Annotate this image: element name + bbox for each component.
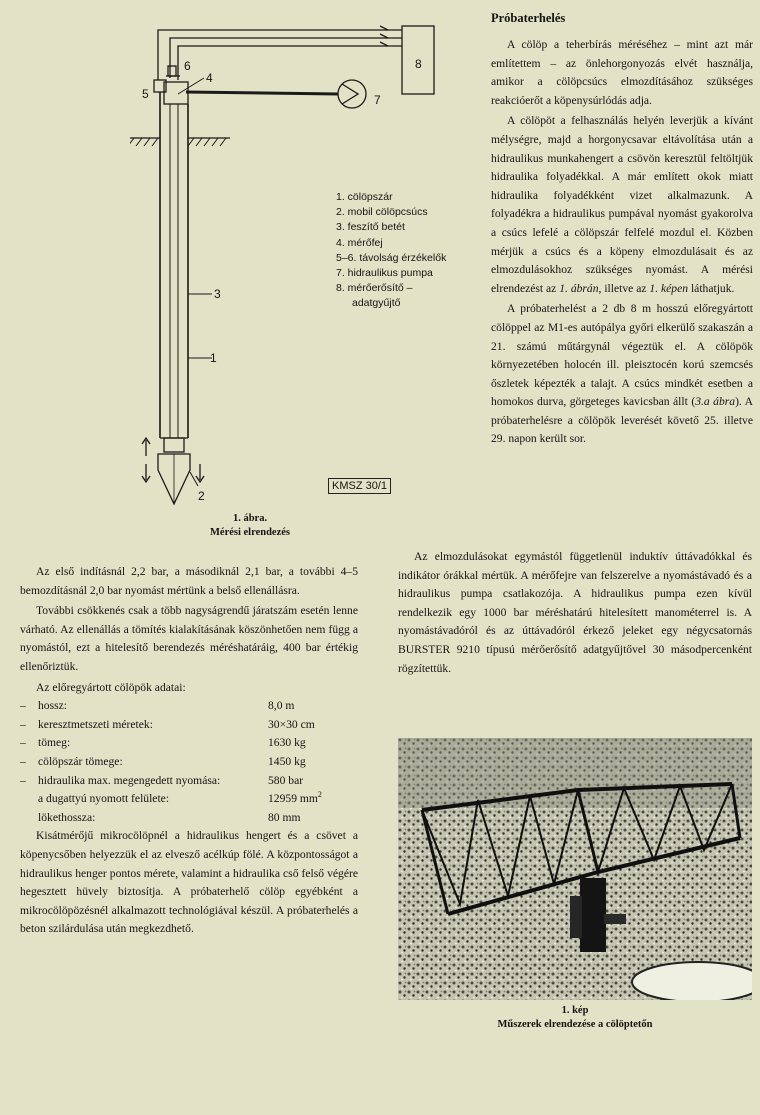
spec-value-with-unit [268,790,322,809]
spec-dash: – [20,773,26,787]
legend-item: 4. mérőfej [336,236,383,249]
section-heading: Próbaterhelés [491,11,566,25]
right-paragraph-2 [491,112,753,298]
legend-item: 8. mérőerősítő – [336,282,413,295]
left-paragraph-1: Az első indításnál 2,2 bar, a másodiknál 2,1 bar, a további 4–5 bemozdításnál 2,0 bar nyomást mértünk a belső ellenállásra. [20,565,358,597]
spec-value: 580 bar [268,773,304,787]
p3-ref: 3.a ábra [695,395,736,409]
spec-label: hossz: [38,699,67,713]
right-paragraph-3 [491,300,753,449]
spec-dash: – [20,736,26,750]
fig-label-1: 1 [210,351,217,365]
fig-label-7: 7 [374,93,381,107]
spec-row [20,753,358,772]
p3-text-a: A próbaterhelést a 2 db 8 m hosszú előregyártott cölöppel az M1-es autópálya győri elkerülő szakaszán a 21. számú műtárgynál végeztük el. A cölöpök környezetében holocén ill. pleisztocén korú szemcsés őszletek képezték a talajt. A csúcs mindkét esetben a homokos durva, görgeteges kavicsban állt ( [491,302,753,409]
right-lower-block [398,548,752,680]
right-paragraph-1: A cölöp a teherbírás méréséhez – mint azt már említettem – az önlehorgonyozás elvét használja, amikor a cölöpcsúcs elmozdításához szükséges reakcióerőt a köpenysúrlódás adja. [491,38,753,107]
p2-mid: , illetve az [598,281,647,295]
left-column [20,563,358,941]
spec-label: tömeg: [38,736,71,750]
spec-label: hidraulika max. megengedett nyomása: [38,773,221,787]
fig-label-4: 4 [206,71,213,85]
spec-row [20,772,358,791]
spec-label: a dugattyú nyomott felülete: [38,792,170,806]
photo-1-caption [398,1004,752,1032]
figure-caption-number: 1. ábra. [232,513,268,524]
p2-ref-figure: 1. ábrán [559,281,599,295]
legend-item: 3. feszítő betét [336,221,405,234]
p3-text-b: ). A próbaterhelésre a cölöpök leverését követő 25. illetve 29. napon került sor. [491,395,754,446]
p2-end: láthatjuk. [690,281,735,295]
legend-item: 7. hidraulikus pumpa [336,267,433,280]
figure-1-legend [336,190,446,312]
photo-1-instruments-on-pile-head [398,738,752,1000]
p2-ref-photo: 1. képen [649,281,689,295]
spec-label: keresztmetszeti méretek: [38,717,153,731]
photo-caption-number: 1. kép [561,1005,589,1016]
left-paragraph-2: További csökkenés csak a több nagyságrendű járatszám esetén lenne várható. Az ellenállás a tömítés kialakításának köszönhetően nem függ a nyomástól, ezt a hitelesítő berendezés méréshatáráig, 400 bar értékig ellenőriztük. [20,604,358,673]
legend-item: 1. cölöpszár [336,191,393,203]
spec-dash: – [20,754,26,768]
legend-item: adatgyűjtő [352,297,401,310]
fig-label-3: 3 [214,287,221,301]
spec-value: 8,0 m [268,699,295,713]
spec-row [20,734,358,753]
spec-value: 12959 mm [268,792,318,806]
spec-dash: – [20,717,26,731]
spec-value: 1630 kg [268,736,306,750]
fig-label-6: 6 [184,59,191,73]
spec-row [20,809,358,828]
fig-label-2: 2 [198,489,205,503]
fig-label-8: 8 [415,57,422,71]
spec-value: 80 mm [268,810,301,824]
spec-label: cölöpszár tömege: [38,754,123,768]
fig-label-5: 5 [142,87,149,101]
figure-stamp: KMSZ 30/1 [328,478,391,494]
spec-row [20,790,358,809]
photo-caption-title: Műszerek elrendezése a cölöptetőn [497,1019,653,1030]
legend-item: 5–6. távolság érzékelők [336,251,447,264]
left-paragraph-3: Kisátmérőjű mikrocölöpnél a hidraulikus hengert és a csövet a köpenycsőben helyezzük el az elvesző acélkúp fölé. A központosságot a hidraulikus henger pontos mérete, valamint a hidraulika cső felső végére hegesztett hüvely biztosítja. A próbaterhelő cölöp egyébként a mikrocölöpözésnél alkalmazott technológiával készül. A próbaterhelés a beton szilárdulása után megkezdhető. [20,829,358,936]
spec-dash: – [20,699,26,713]
legend-item: 2. mobil cölöpcsúcs [336,206,428,219]
spec-row [20,697,358,716]
right-paragraph-4: Az elmozdulásokat egymástól függetlenül induktív úttávadókkal és indikátor órákkal mértük. A mérőfejre van felszerelve a nyomástávadó és a hidraulikus pumpa csatlakozója. A hidraulikus pumpa ezen kívül rendelkezik egy 1000 bar méréshatárú hitelesített manométerrel is. A nyomástávadóról és az úttávadóról érkező jeleket egy négycsatornás BURSTER 9210 típusú mérőerősítő adatgyűjtővel 30 másodpercenként rögzítettük. [398,550,752,675]
spec-value: 30×30 cm [268,717,315,731]
p2-text: A cölöpöt a felhasználás helyén leverjük a kívánt mélységre, majd a horgonycsavar eltávolítása után a hidraulikus munkahengert a csövön keresztül feltöltjük hidraulika folyadékkal. A már említett okok miatt hidraulika folyadékként vizet alkalmazunk. A folyadékra a hidraulikus pumpával nyomást gyakorolva a csúcs lefelé a cölöpszár felfelé mozdul el. Közben mérjük a csúcs és a köpeny elmozdulásait és az elmozdulásokhoz szükséges nyomást. A mérési elrendezést az [491,114,753,295]
figure-caption-title: Mérési elrendezés [210,527,290,538]
spec-row [20,716,358,735]
specs-title: Az előregyártott cölöpök adatai: [36,680,186,694]
pile-specs [20,679,358,828]
spec-value: 1450 kg [268,754,306,768]
spec-label: lökethossza: [38,810,96,824]
right-column [491,8,753,451]
unit-superscript: 2 [317,790,322,800]
figure-1-caption [130,512,370,540]
